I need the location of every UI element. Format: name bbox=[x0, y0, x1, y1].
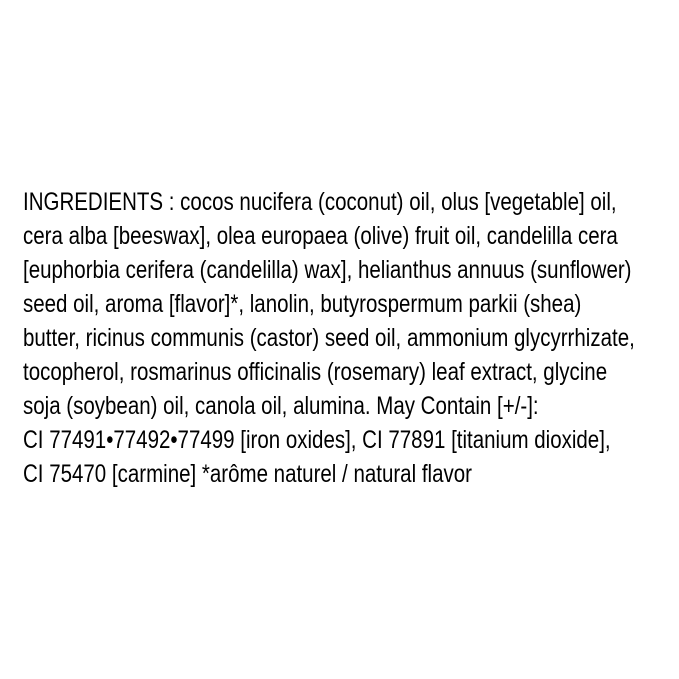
ingredients-line: CI 75470 [carmine] *arôme naturel / natural flavor bbox=[23, 460, 472, 488]
ingredients-line: soja (soybean) oil, canola oil, alumina. May Contain [+/-]: bbox=[23, 392, 539, 420]
ingredients-line: CI 77491•77492•77499 [iron oxides], CI 77891 [titanium dioxide], bbox=[23, 426, 611, 454]
ingredients-line: [euphorbia cerifera (candelilla) wax], helianthus annuus (sunflower) bbox=[23, 256, 632, 284]
ingredients-line: tocopherol, rosmarinus officinalis (rosemary) leaf extract, glycine bbox=[23, 358, 608, 386]
ingredients-text-block bbox=[23, 185, 635, 491]
ingredients-line: butter, ricinus communis (castor) seed oil, ammonium glycyrrhizate, bbox=[23, 324, 635, 352]
ingredients-line: cera alba [beeswax], olea europaea (olive) fruit oil, candelilla cera bbox=[23, 222, 618, 250]
ingredients-line: seed oil, aroma [flavor]*, lanolin, butyrospermum parkii (shea) bbox=[23, 290, 582, 318]
ingredients-line: INGREDIENTS : cocos nucifera (coconut) oil, olus [vegetable] oil, bbox=[23, 188, 617, 216]
